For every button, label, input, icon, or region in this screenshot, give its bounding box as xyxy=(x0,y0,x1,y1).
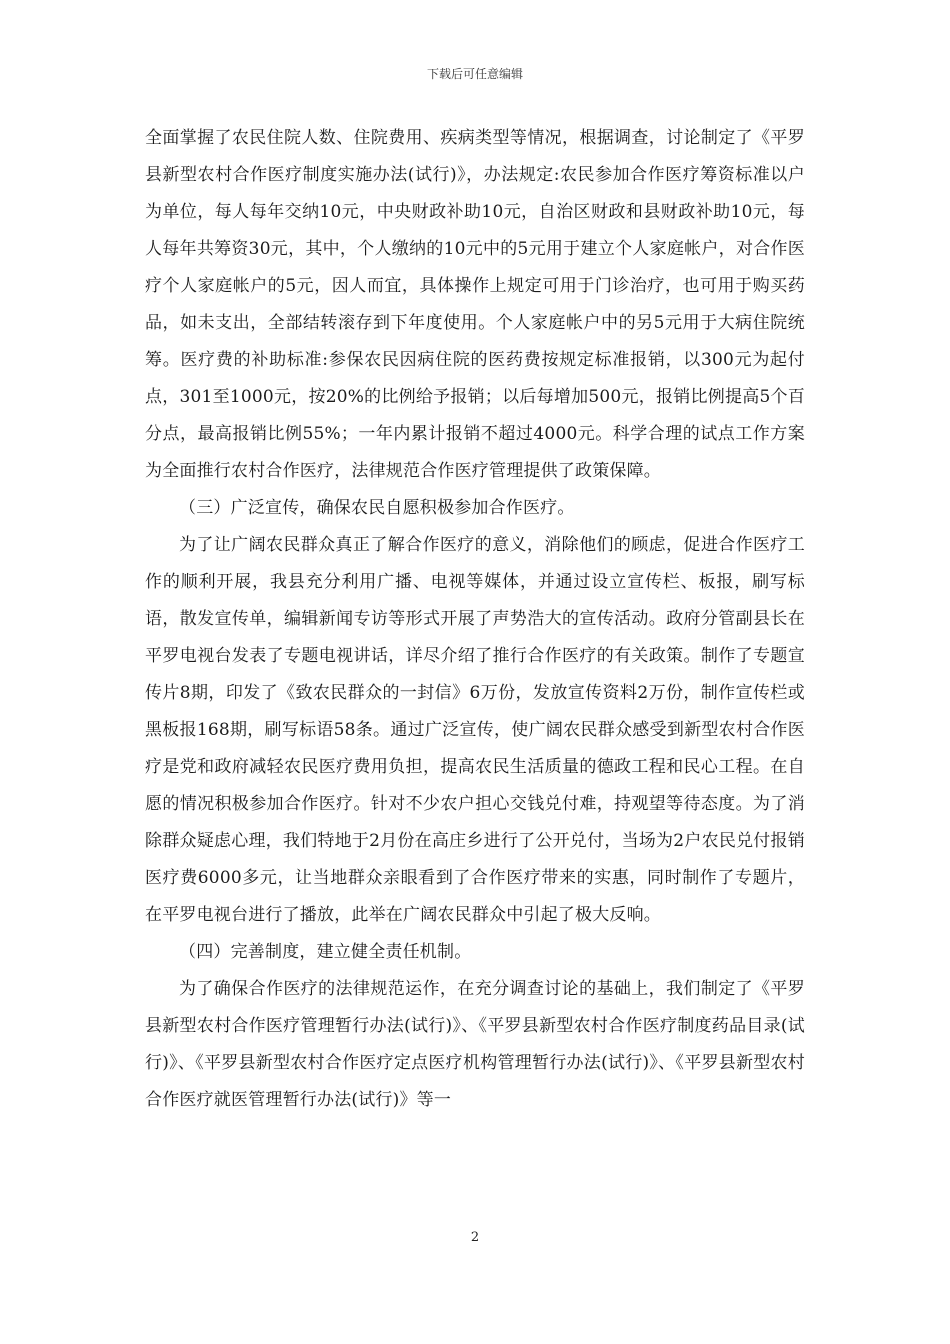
paragraph-funding-rules: 全面掌握了农民住院人数、住院费用、疾病类型等情况，根据调查，讨论制定了《平罗县新型农村合作医疗制度实施办法(试行)》，办法规定:农民参加合作医疗筹资标准以户为单位，每人每年交纳10元，中央财政补助10元，自治区财政和县财政补助10元，每人每年共筹资30元，其中，个人缴纳的10元中的5元用于建立个人家庭帐户，对合作医疗个人家庭帐户的5元，因人而宜，具体操作上规定可用于门诊治疗，也可用于购买药品，如未支出，全部结转滚存到下年度使用。个人家庭帐户中的另5元用于大病住院统筹。医疗费的补助标准:参保农民因病住院的医药费按规定标准报销，以300元为起付点，301至1000元，按20%的比例给予报销；以后每增加500元，报销比例提高5个百分点，最高报销比例55%；一年内累计报销不超过4000元。科学合理的试点工作方案为全面推行农村合作医疗，法律规范合作医疗管理提供了政策保障。 xyxy=(145,128,805,481)
paragraph-system: 为了确保合作医疗的法律规范运作，在充分调查讨论的基础上，我们制定了《平罗县新型农村合作医疗管理暂行办法(试行)》、《平罗县新型农村合作医疗制度药品目录(试行)》、《平罗县新型农村合作医疗定点医疗机构管理暂行办法(试行)》、《平罗县新型农村合作医疗就医管理暂行办法(试行)》等一 xyxy=(145,979,805,1110)
page-header: 下载后可任意编辑 xyxy=(426,67,523,81)
section-heading-system: （四）完善制度，建立健全责任机制。 xyxy=(179,942,472,962)
page-number: 2 xyxy=(470,1230,480,1245)
section-heading-publicity: （三）广泛宣传，确保农民自愿积极参加合作医疗。 xyxy=(179,498,575,518)
document-body xyxy=(145,120,805,1119)
paragraph-publicity: 为了让广阔农民群众真正了解合作医疗的意义，消除他们的顾虑，促进合作医疗工作的顺利开展，我县充分利用广播、电视等媒体，并通过设立宣传栏、板报，刷写标语，散发宣传单，编辑新闻专访等形式开展了声势浩大的宣传活动。政府分管副县长在平罗电视台发表了专题电视讲话，详尽介绍了推行合作医疗的有关政策。制作了专题宣传片8期，印发了《致农民群众的一封信》6万份，发放宣传资料2万份，制作宣传栏或黑板报168期，刷写标语58条。通过广泛宣传，使广阔农民群众感受到新型农村合作医疗是党和政府减轻农民医疗费用负担，提高农民生活质量的德政工程和民心工程。在自愿的情况积极参加合作医疗。针对不少农户担心交钱兑付难，持观望等待态度。为了消除群众疑虑心理，我们特地于2月份在高庄乡进行了公开兑付，当场为2户农民兑付报销医疗费6000多元，让当地群众亲眼看到了合作医疗带来的实惠，同时制作了专题片，在平罗电视台进行了播放，此举在广阔农民群众中引起了极大反响。 xyxy=(145,535,805,925)
